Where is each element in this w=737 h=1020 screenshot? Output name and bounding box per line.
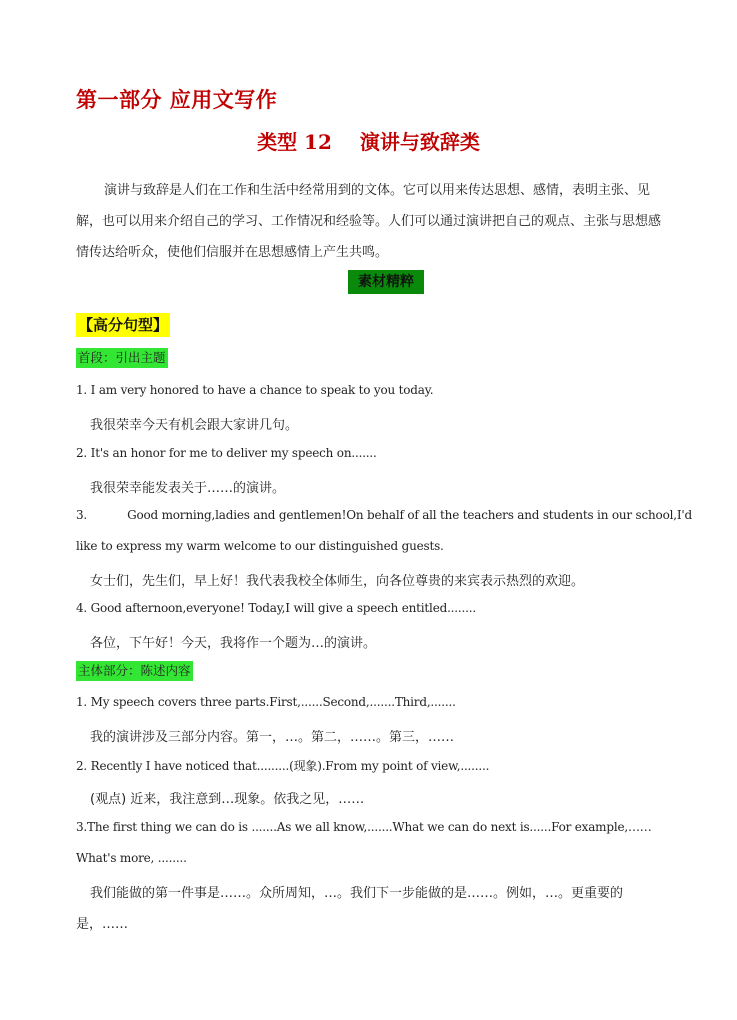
sentence-en: 4. Good afternoon,everyone! Today,I will give a speech entitled........ xyxy=(76,601,476,615)
sentence-en: 2. Recently I have noticed that.........(现象).From my point of view,........ xyxy=(76,759,490,773)
sentence-en: 1. I am very honored to have a chance to speak to you today. xyxy=(76,383,434,397)
sentence-en xyxy=(76,508,692,522)
sub-heading-first-para: 首段：引出主题 xyxy=(76,348,168,368)
sentence-zh: 女士们，先生们，早上好！我代表我校全体师生，向各位尊贵的来宾表示热烈的欢迎。 xyxy=(90,574,585,589)
sub-heading-body-para: 主体部分：陈述内容 xyxy=(76,661,193,681)
section-heading: 【高分句型】 xyxy=(76,313,170,337)
sentence-zh: 我们能做的第一件事是……。众所周知，…。我们下一步能做的是……。例如，…。更重要的 xyxy=(90,886,624,901)
sentence-zh: 各位，下午好！今天，我将作一个题为…的演讲。 xyxy=(90,636,377,651)
sentence-zh: 我很荣幸今天有机会跟大家讲几句。 xyxy=(90,418,299,433)
sentence-en: 3.The first thing we can do is .......As we all know,.......What we can do next is......For example,…… xyxy=(76,820,652,834)
sentence-en-continued: What's more, ........ xyxy=(76,851,187,865)
sentence-zh: (观点) 近来，我注意到…现象。依我之见，…… xyxy=(90,792,365,807)
sentence-zh: 我的演讲涉及三部分内容。第一，…。第二，……。第三，…… xyxy=(90,730,455,745)
material-label: 素材精粹 xyxy=(348,270,424,294)
part-title: 第一部分 应用文写作 xyxy=(76,87,278,112)
type-title xyxy=(0,126,737,155)
intro-paragraph: 演讲与致辞是人们在工作和生活中经常用到的文体。它可以用来传达思想、感情，表明主张、见解，也可以用来介绍自己的学习、工作情况和经验等。人们可以通过演讲把自己的观点、主张与思想感情传达给听众，使他们信服并在思想感情上产生共鸣。 xyxy=(76,183,662,260)
sentence-zh: 我很荣幸能发表关于……的演讲。 xyxy=(90,481,286,496)
type-label: 类型 12 xyxy=(257,130,332,154)
sentence-en: 1. My speech covers three parts.First,......Second,.......Third,....... xyxy=(76,695,456,709)
sentence-zh-continued: 是，…… xyxy=(76,917,129,932)
sentence-en: 2. It's an honor for me to deliver my speech on....... xyxy=(76,446,377,460)
sentence-text: Good morning,ladies and gentlemen!On behalf of all the teachers and students in our school,I'd xyxy=(127,508,692,522)
sentence-number: 3. xyxy=(76,508,88,522)
sentence-en-continued: like to express my warm welcome to our distinguished guests. xyxy=(76,539,444,553)
type-name: 演讲与致辞类 xyxy=(359,130,480,154)
